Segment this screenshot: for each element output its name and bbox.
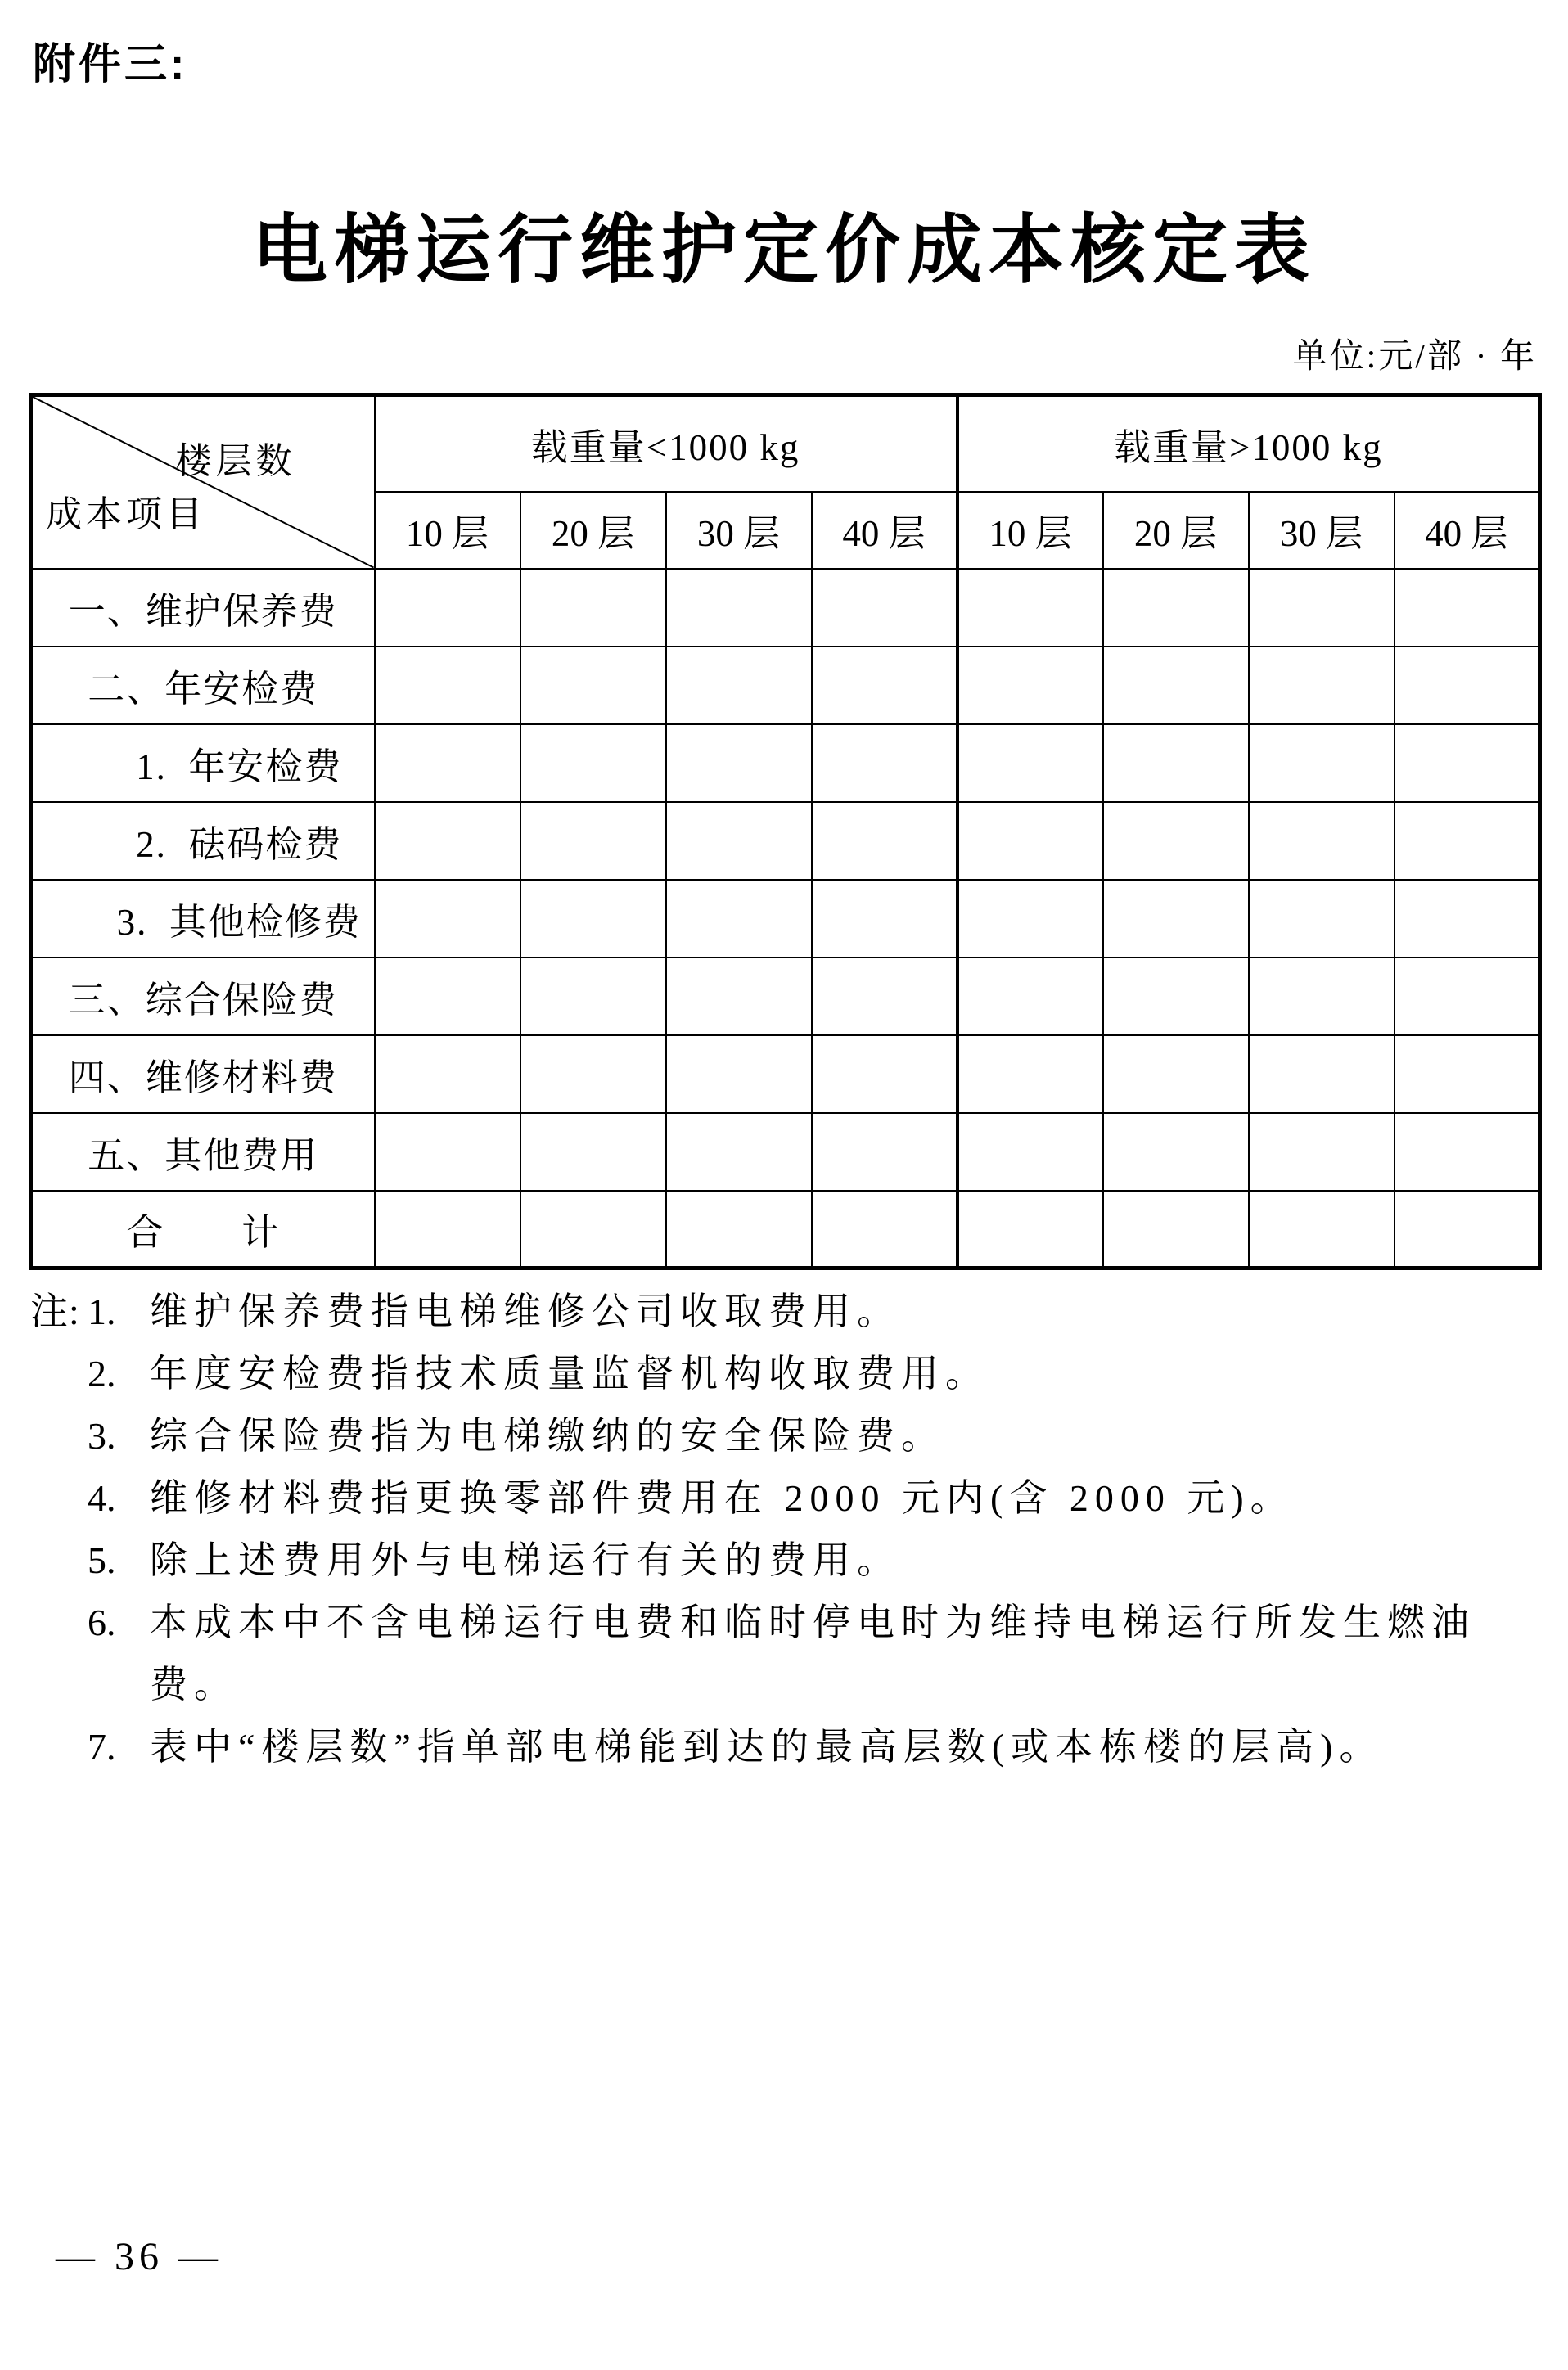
- data-cell: [1249, 1035, 1395, 1113]
- note-text: 本成本中不含电梯运行电费和临时停电时为维持电梯运行所发生燃油费。: [150, 1602, 1476, 1705]
- data-cell: [812, 1113, 957, 1191]
- row-label: 一、维护保养费: [31, 569, 375, 647]
- table-header-row-groups: [31, 395, 1540, 492]
- data-cell: [375, 569, 520, 647]
- data-cell: [812, 569, 957, 647]
- note-item: [30, 1467, 1540, 1530]
- row-label: 3. 其他检修费: [31, 880, 375, 957]
- data-cell: [666, 957, 812, 1035]
- note-item: [30, 1405, 1540, 1467]
- note-number: 2.: [88, 1353, 116, 1395]
- data-cell: [957, 724, 1103, 802]
- note-number: 1.: [88, 1291, 116, 1332]
- note-item: [30, 1281, 1540, 1343]
- row-label: 三、综合保险费: [31, 957, 375, 1035]
- data-cell: [666, 647, 812, 724]
- unit-note: 单位:元/部 · 年: [1292, 338, 1537, 376]
- data-cell: [957, 802, 1103, 880]
- data-cell: [375, 1035, 520, 1113]
- data-cell: [1395, 1113, 1540, 1191]
- data-cell: [1103, 569, 1249, 647]
- data-cell: [957, 1113, 1103, 1191]
- note-text: 表中“楼层数”指单部电梯能到达的最高层数(或本栋楼的层高)。: [150, 1726, 1384, 1768]
- corner-header-cell: [31, 395, 375, 569]
- data-cell: [1103, 647, 1249, 724]
- data-cell: [520, 569, 666, 647]
- data-cell: [666, 1035, 812, 1113]
- row-label: 四、维修材料费: [31, 1035, 375, 1113]
- data-cell: [957, 957, 1103, 1035]
- table-row: [31, 1113, 1540, 1191]
- data-cell: [375, 724, 520, 802]
- data-cell: [666, 880, 812, 957]
- data-cell: [812, 724, 957, 802]
- data-cell: [812, 1191, 957, 1268]
- note-text: 除上述费用外与电梯运行有关的费用。: [150, 1539, 901, 1581]
- data-cell: [1395, 880, 1540, 957]
- data-cell: [520, 957, 666, 1035]
- note-prefix: 注:: [30, 1291, 80, 1332]
- note-number: 7.: [88, 1726, 116, 1768]
- data-cell: [957, 1191, 1103, 1268]
- data-cell: [957, 1035, 1103, 1113]
- note-text: 综合保险费指为电梯缴纳的安全保险费。: [150, 1415, 945, 1457]
- note-item: [30, 1530, 1540, 1592]
- data-cell: [1249, 1191, 1395, 1268]
- column-header: 20 层: [1103, 492, 1249, 569]
- page-number: — 36 —: [56, 2235, 223, 2278]
- cost-table: [29, 393, 1542, 1270]
- row-label-total: 合 计: [31, 1191, 375, 1268]
- data-cell: [1103, 880, 1249, 957]
- column-group-header-over-1000kg: 载重量>1000 kg: [957, 395, 1540, 492]
- corner-label-floors: 楼层数: [175, 441, 296, 481]
- column-group-header-under-1000kg: 载重量<1000 kg: [375, 395, 957, 492]
- data-cell: [1395, 1191, 1540, 1268]
- data-cell: [666, 569, 812, 647]
- data-cell: [1103, 1191, 1249, 1268]
- data-cell: [666, 802, 812, 880]
- data-cell: [520, 1035, 666, 1113]
- data-cell: [520, 802, 666, 880]
- table-row: [31, 724, 1540, 802]
- data-cell: [812, 802, 957, 880]
- data-cell: [1103, 1113, 1249, 1191]
- note-item: [30, 1716, 1540, 1778]
- data-cell: [1249, 957, 1395, 1035]
- data-cell: [1249, 569, 1395, 647]
- data-cell: [957, 880, 1103, 957]
- data-cell: [520, 880, 666, 957]
- data-cell: [666, 1191, 812, 1268]
- data-cell: [1395, 569, 1540, 647]
- data-cell: [375, 880, 520, 957]
- data-cell: [1395, 957, 1540, 1035]
- row-label: 2. 砝码检费: [31, 802, 375, 880]
- row-label: 五、其他费用: [31, 1113, 375, 1191]
- column-header: 20 层: [520, 492, 666, 569]
- column-header: 30 层: [1249, 492, 1395, 569]
- table-row: [31, 569, 1540, 647]
- data-cell: [1103, 724, 1249, 802]
- data-cell: [520, 647, 666, 724]
- row-label: 二、年安检费: [31, 647, 375, 724]
- data-cell: [1249, 880, 1395, 957]
- table-row: [31, 802, 1540, 880]
- column-header: 40 层: [812, 492, 957, 569]
- note-item: [30, 1343, 1540, 1405]
- note-number: 4.: [88, 1477, 116, 1519]
- data-cell: [1103, 1035, 1249, 1113]
- data-cell: [812, 957, 957, 1035]
- table-row: [31, 880, 1540, 957]
- data-cell: [1395, 647, 1540, 724]
- data-cell: [520, 1191, 666, 1268]
- note-text: 维护保养费指电梯维修公司收取费用。: [150, 1291, 901, 1332]
- data-cell: [957, 647, 1103, 724]
- attachment-label: 附件三:: [33, 41, 188, 88]
- data-cell: [1249, 1113, 1395, 1191]
- column-header: 10 层: [375, 492, 520, 569]
- corner-label-cost-items: 成本项目: [46, 493, 206, 534]
- column-header: 10 层: [957, 492, 1103, 569]
- data-cell: [1103, 802, 1249, 880]
- page-title: 电梯运行维护定价成本核定表: [251, 209, 1316, 292]
- data-cell: [1249, 647, 1395, 724]
- data-cell: [957, 569, 1103, 647]
- note-number: 5.: [88, 1539, 116, 1581]
- data-cell: [812, 1035, 957, 1113]
- data-cell: [1249, 802, 1395, 880]
- data-cell: [1103, 957, 1249, 1035]
- note-number: 3.: [88, 1415, 116, 1457]
- data-cell: [1395, 1035, 1540, 1113]
- data-cell: [520, 1113, 666, 1191]
- data-cell: [375, 1113, 520, 1191]
- data-cell: [520, 724, 666, 802]
- data-cell: [375, 1191, 520, 1268]
- notes-section: [30, 1281, 1540, 1778]
- table-row: [31, 957, 1540, 1035]
- data-cell: [812, 880, 957, 957]
- note-text: 年度安检费指技术质量监督机构收取费用。: [150, 1353, 989, 1395]
- column-header: 30 层: [666, 492, 812, 569]
- row-label: 1. 年安检费: [31, 724, 375, 802]
- data-cell: [1395, 802, 1540, 880]
- data-cell: [375, 647, 520, 724]
- column-header: 40 层: [1395, 492, 1540, 569]
- table-row: [31, 1035, 1540, 1113]
- note-number: 6.: [88, 1602, 116, 1643]
- note-item: [30, 1592, 1540, 1716]
- note-text: 维修材料费指更换零部件费用在 2000 元内(含 2000 元)。: [150, 1477, 1295, 1519]
- data-cell: [375, 957, 520, 1035]
- data-cell: [1395, 724, 1540, 802]
- data-cell: [1249, 724, 1395, 802]
- data-cell: [666, 1113, 812, 1191]
- data-cell: [666, 724, 812, 802]
- table-row: [31, 647, 1540, 724]
- data-cell: [812, 647, 957, 724]
- data-cell: [375, 802, 520, 880]
- table-row-total: [31, 1191, 1540, 1268]
